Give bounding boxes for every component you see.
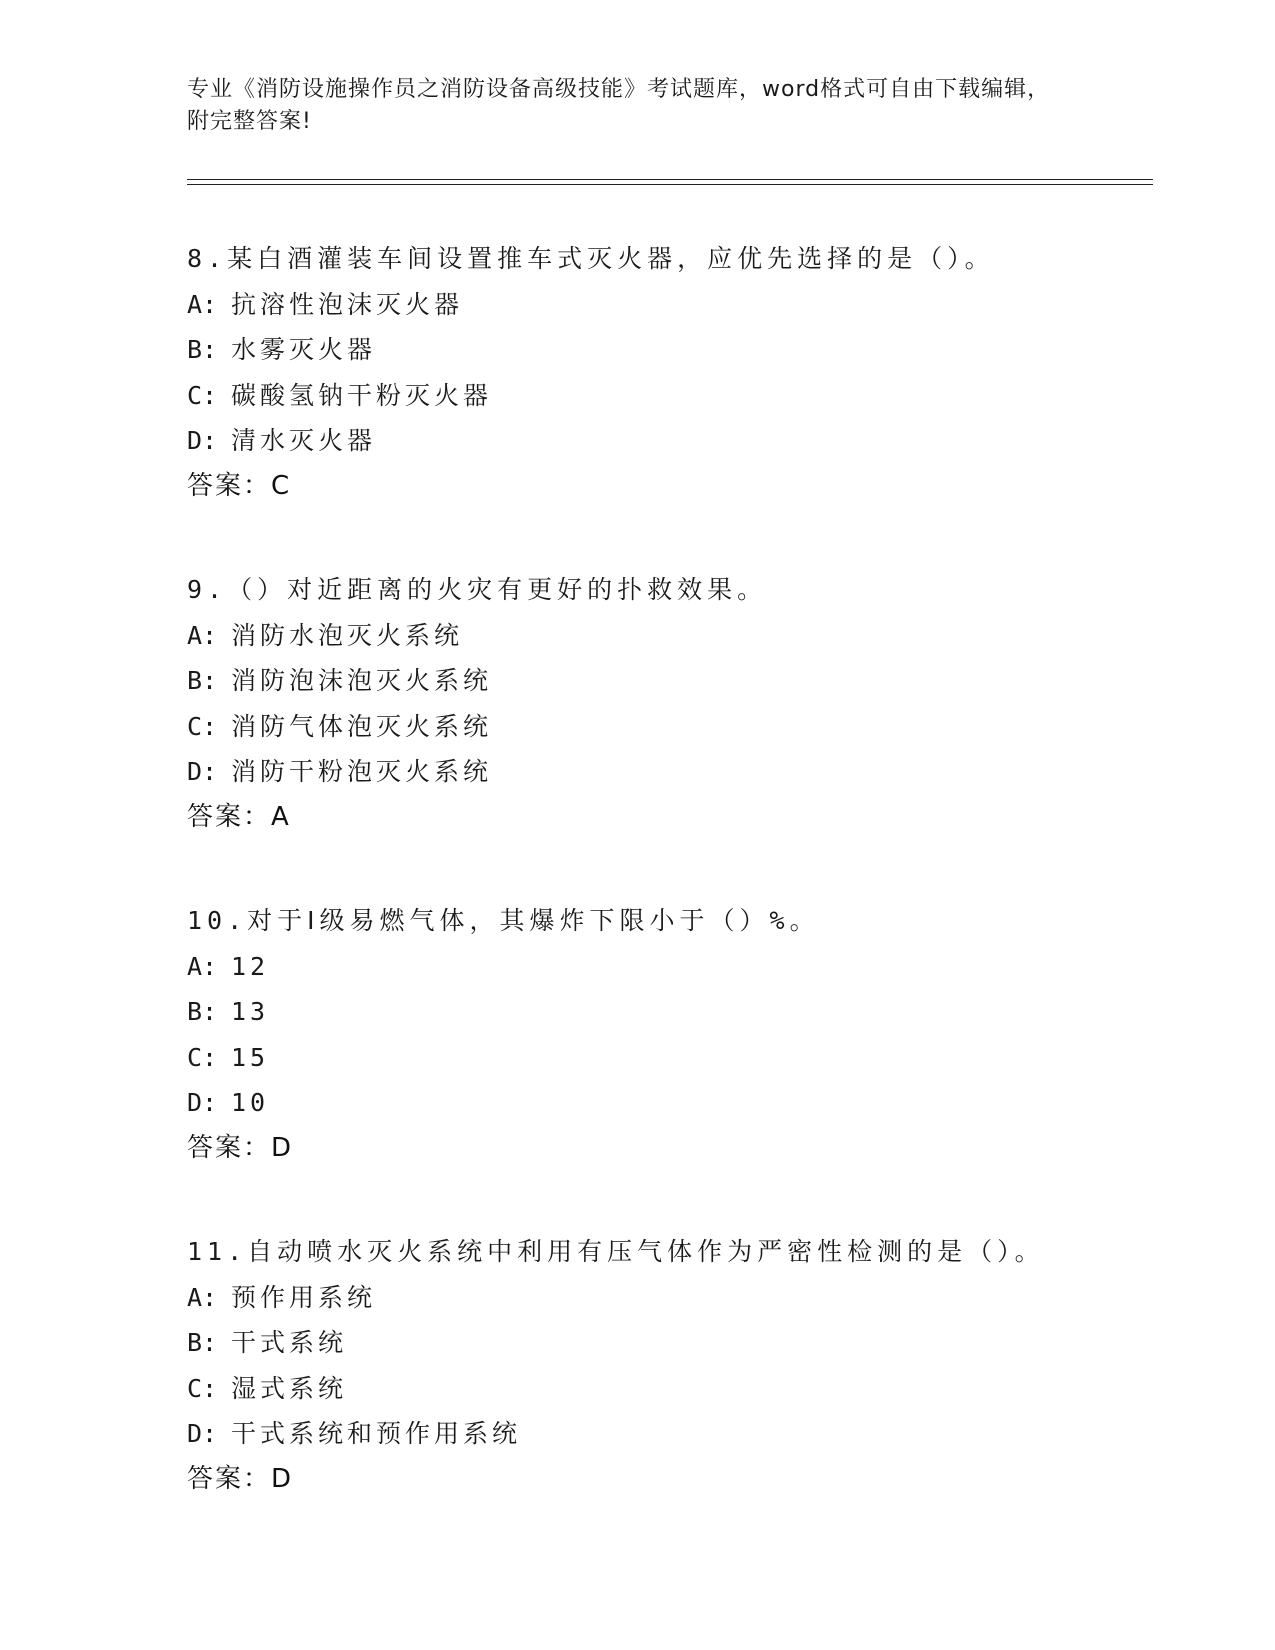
option-letter: B: bbox=[187, 1328, 218, 1357]
header-divider-top bbox=[187, 179, 1153, 180]
option-text: 消防气体泡灭火系统 bbox=[231, 711, 493, 741]
option-letter: C: bbox=[187, 711, 218, 741]
option-letter: B: bbox=[187, 335, 218, 364]
option-letter: C: bbox=[187, 1042, 218, 1072]
option-text: 消防泡沫泡灭火系统 bbox=[231, 666, 493, 695]
option-letter: A: bbox=[187, 1282, 218, 1312]
option-d bbox=[187, 1080, 1167, 1126]
answer-line: 答案：D bbox=[187, 1132, 294, 1163]
question-stem: 10.对于Ⅰ级易燃气体，其爆炸下限小于（）%。 bbox=[187, 906, 820, 935]
question-11 bbox=[187, 1229, 1167, 1502]
option-text: 15 bbox=[231, 1042, 270, 1072]
option-text: 预作用系统 bbox=[231, 1282, 377, 1312]
option-text: 干式系统和预作用系统 bbox=[231, 1419, 522, 1448]
answer-line: 答案：A bbox=[187, 801, 291, 832]
option-b bbox=[187, 658, 1167, 704]
answer-line: 答案：D bbox=[187, 1463, 294, 1494]
option-d bbox=[187, 418, 1167, 464]
answer-line: 答案：C bbox=[187, 470, 292, 501]
option-b bbox=[187, 989, 1167, 1035]
option-text: 干式系统 bbox=[231, 1328, 348, 1357]
option-letter: B: bbox=[187, 997, 218, 1026]
option-text: 12 bbox=[231, 951, 270, 981]
option-a bbox=[187, 613, 1167, 659]
question-stem: 11.自动喷水灭火系统中利用有压气体作为严密性检测的是（）。 bbox=[187, 1237, 1045, 1266]
option-c bbox=[187, 704, 1167, 750]
option-text: 抗溶性泡沫灭火器 bbox=[231, 289, 464, 319]
option-text: 碳酸氢钠干粉灭火器 bbox=[231, 380, 493, 410]
option-letter: A: bbox=[187, 620, 218, 650]
option-a bbox=[187, 282, 1167, 328]
header-divider-bottom bbox=[187, 184, 1153, 185]
option-c bbox=[187, 373, 1167, 419]
option-text: 消防干粉泡灭火系统 bbox=[231, 757, 493, 786]
question-stem: 9.（）对近距离的火灾有更好的扑救效果。 bbox=[187, 575, 768, 604]
option-c bbox=[187, 1035, 1167, 1081]
document-header: 专业《消防设施操作员之消防设备高级技能》考试题库，word格式可自由下载编辑，附完整答案! bbox=[187, 77, 1051, 134]
option-text: 水雾灭火器 bbox=[231, 335, 377, 364]
question-8 bbox=[187, 236, 1167, 509]
option-letter: C: bbox=[187, 1373, 218, 1403]
question-10 bbox=[187, 898, 1167, 1171]
option-letter: B: bbox=[187, 666, 218, 695]
option-text: 消防水泡灭火系统 bbox=[231, 620, 464, 650]
option-letter: D: bbox=[187, 426, 218, 455]
question-list bbox=[187, 236, 1167, 1560]
option-d bbox=[187, 1411, 1167, 1457]
option-a bbox=[187, 1275, 1167, 1321]
option-text: 湿式系统 bbox=[231, 1373, 348, 1403]
option-text: 13 bbox=[231, 997, 270, 1026]
option-text: 10 bbox=[231, 1088, 270, 1117]
option-letter: D: bbox=[187, 1088, 218, 1117]
option-c bbox=[187, 1366, 1167, 1412]
option-b bbox=[187, 1320, 1167, 1366]
option-text: 清水灭火器 bbox=[231, 426, 377, 455]
option-letter: C: bbox=[187, 380, 218, 410]
question-9 bbox=[187, 567, 1167, 840]
option-letter: D: bbox=[187, 1419, 218, 1448]
option-a bbox=[187, 944, 1167, 990]
option-b bbox=[187, 327, 1167, 373]
option-d bbox=[187, 749, 1167, 795]
question-stem: 8.某白酒灌装车间设置推车式灭火器，应优先选择的是（）。 bbox=[187, 244, 995, 273]
option-letter: D: bbox=[187, 757, 218, 786]
option-letter: A: bbox=[187, 289, 218, 319]
option-letter: A: bbox=[187, 951, 218, 981]
